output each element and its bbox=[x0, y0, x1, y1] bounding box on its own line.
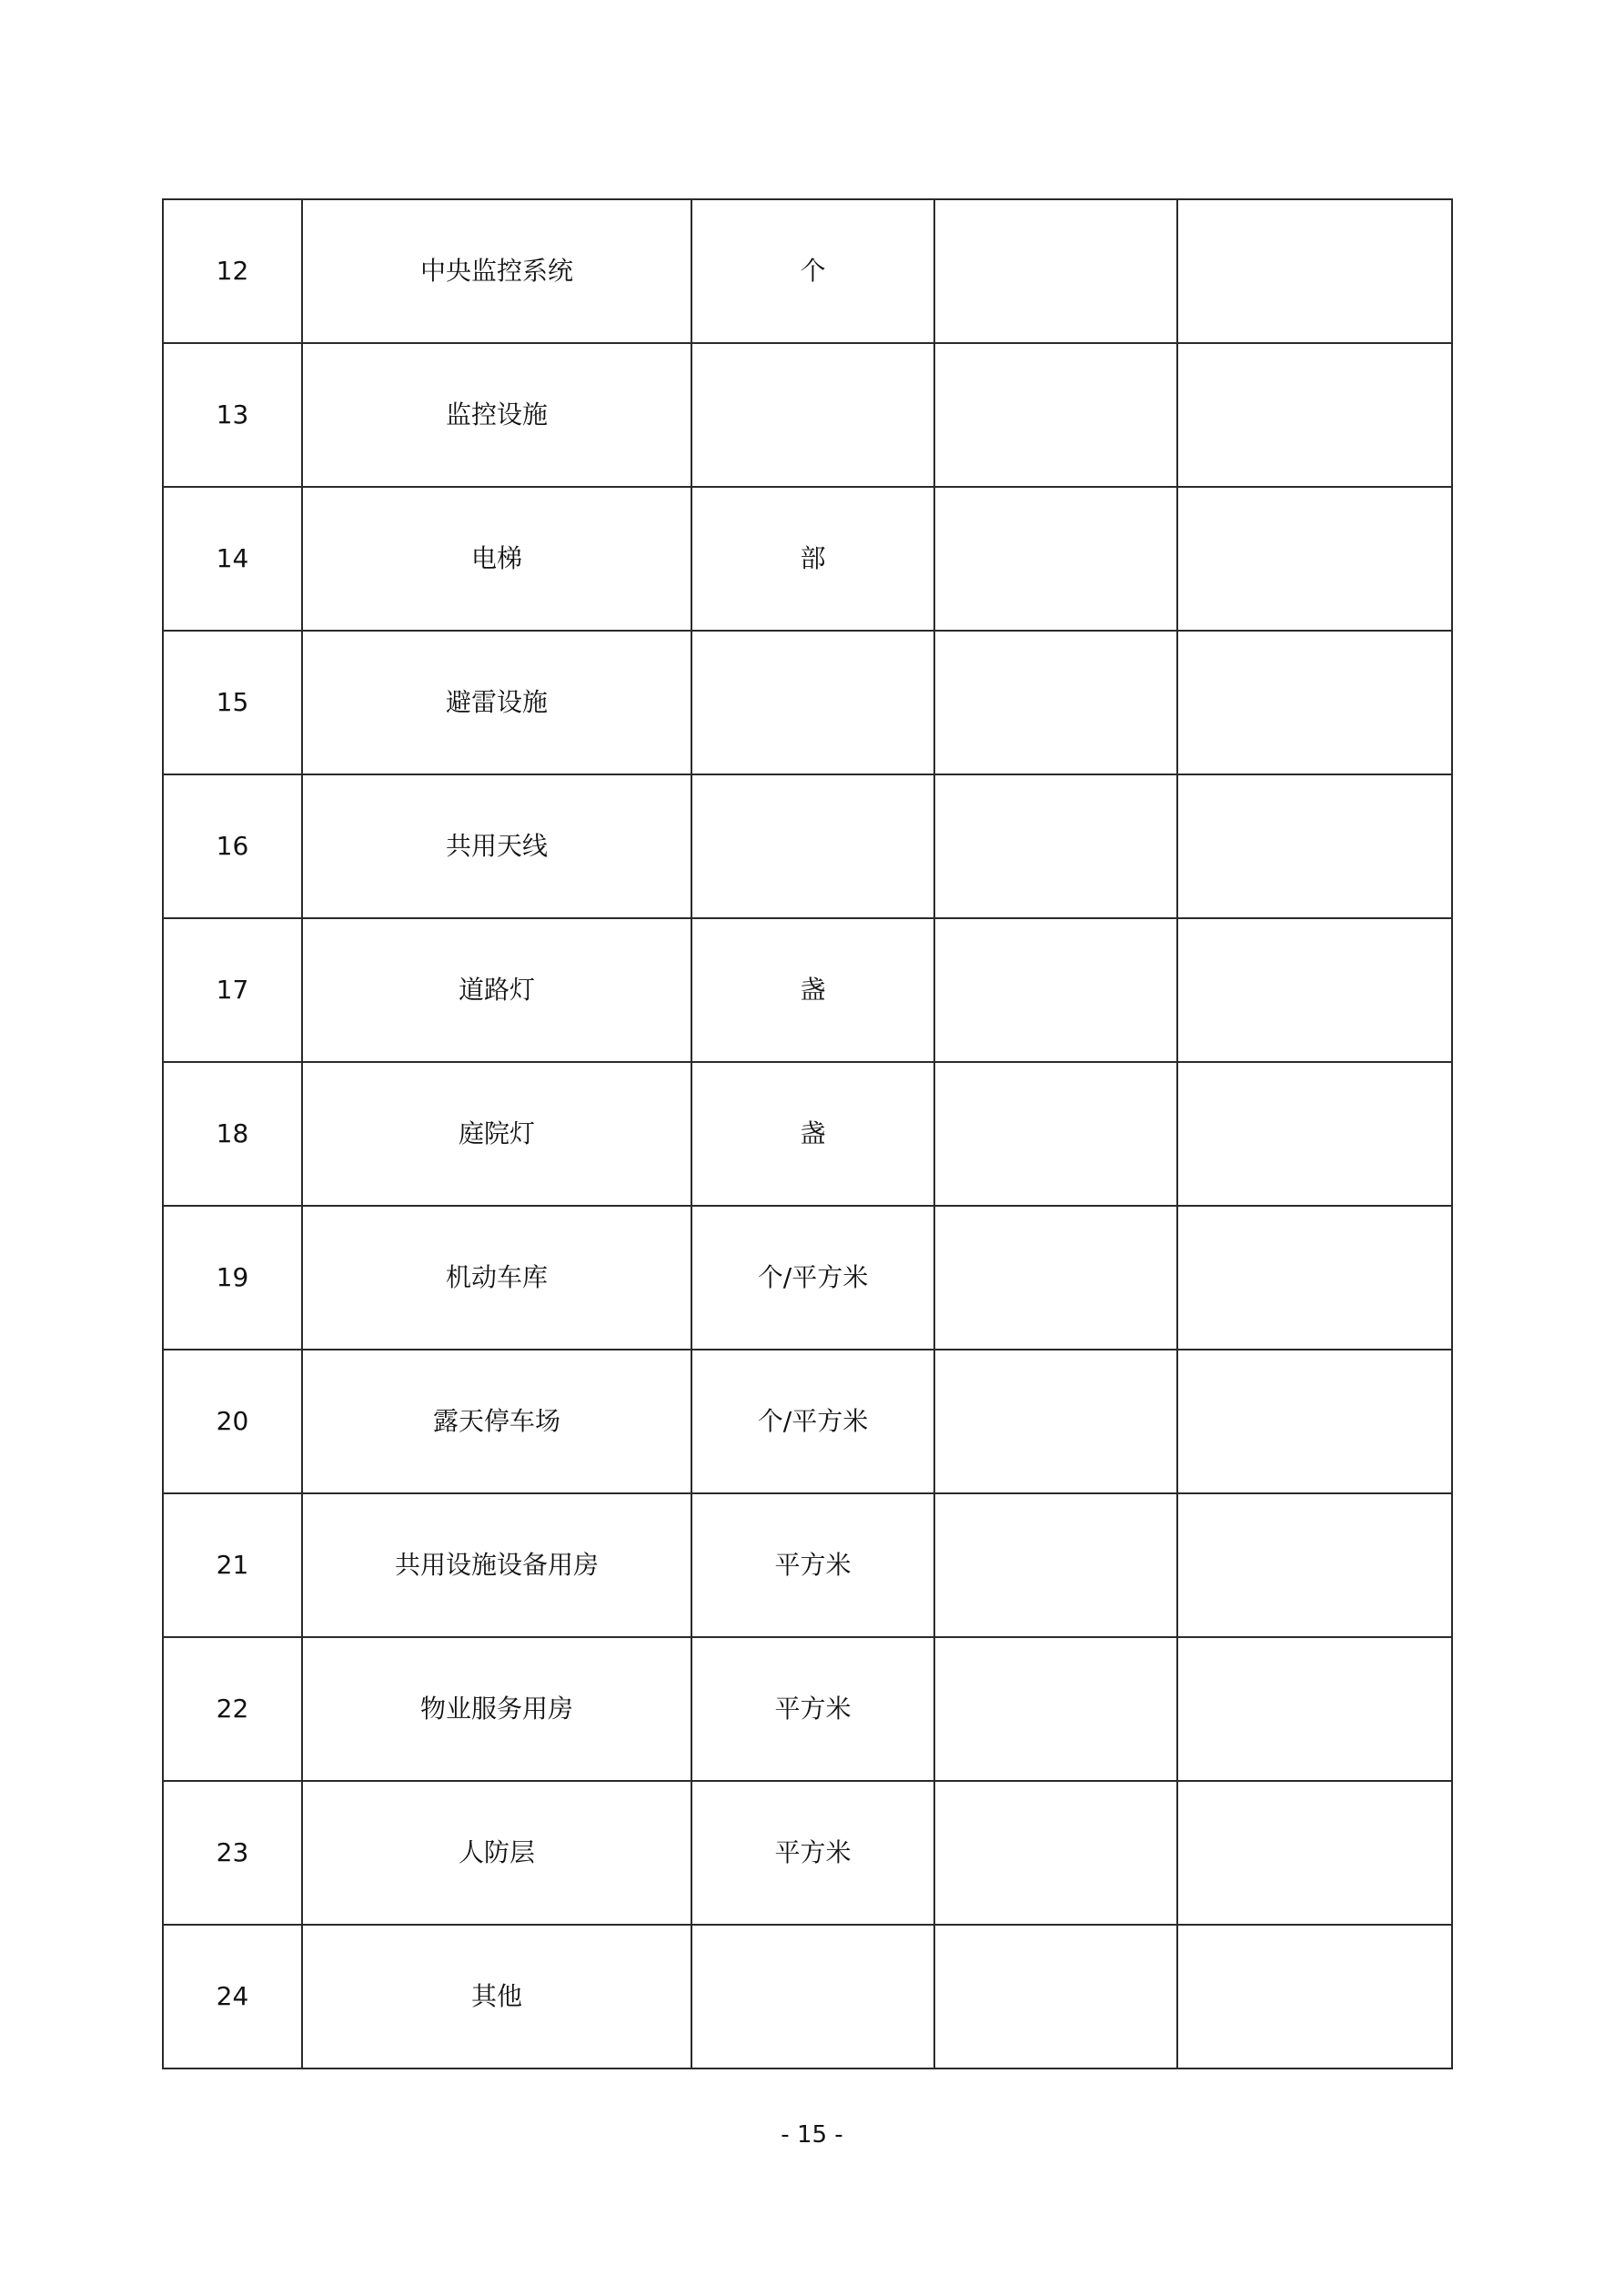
row-number-cell: 16 bbox=[163, 774, 302, 918]
unit-cell: 盏 bbox=[691, 1062, 934, 1206]
empty-cell bbox=[1177, 1781, 1452, 1925]
item-name-cell: 庭院灯 bbox=[302, 1062, 691, 1206]
facilities-table bbox=[162, 198, 1453, 2069]
item-name-cell: 机动车库 bbox=[302, 1206, 691, 1350]
row-number-cell: 17 bbox=[163, 918, 302, 1062]
empty-cell bbox=[934, 1062, 1177, 1206]
empty-cell bbox=[934, 487, 1177, 631]
unit-cell bbox=[691, 1925, 934, 2068]
empty-cell bbox=[1177, 918, 1452, 1062]
row-number-cell: 14 bbox=[163, 487, 302, 631]
table-row bbox=[163, 1206, 1452, 1350]
empty-cell bbox=[1177, 1350, 1452, 1493]
table-row bbox=[163, 1493, 1452, 1637]
table-row bbox=[163, 1637, 1452, 1781]
row-number-cell: 15 bbox=[163, 631, 302, 774]
empty-cell bbox=[1177, 1206, 1452, 1350]
empty-cell bbox=[1177, 1062, 1452, 1206]
table-row bbox=[163, 918, 1452, 1062]
item-name-cell: 中央监控系统 bbox=[302, 199, 691, 343]
row-number-cell: 19 bbox=[163, 1206, 302, 1350]
empty-cell bbox=[1177, 199, 1452, 343]
item-name-cell: 共用设施设备用房 bbox=[302, 1493, 691, 1637]
unit-cell: 盏 bbox=[691, 918, 934, 1062]
table-row bbox=[163, 487, 1452, 631]
empty-cell bbox=[1177, 1493, 1452, 1637]
empty-cell bbox=[1177, 1637, 1452, 1781]
empty-cell bbox=[934, 774, 1177, 918]
empty-cell bbox=[934, 343, 1177, 487]
empty-cell bbox=[934, 1781, 1177, 1925]
empty-cell bbox=[1177, 631, 1452, 774]
row-number-cell: 22 bbox=[163, 1637, 302, 1781]
empty-cell bbox=[1177, 487, 1452, 631]
table-row bbox=[163, 631, 1452, 774]
empty-cell bbox=[934, 1925, 1177, 2068]
table-row bbox=[163, 1062, 1452, 1206]
empty-cell bbox=[934, 1350, 1177, 1493]
unit-cell: 个/平方米 bbox=[691, 1350, 934, 1493]
row-number-cell: 18 bbox=[163, 1062, 302, 1206]
item-name-cell: 监控设施 bbox=[302, 343, 691, 487]
unit-cell: 平方米 bbox=[691, 1493, 934, 1637]
item-name-cell: 人防层 bbox=[302, 1781, 691, 1925]
row-number-cell: 12 bbox=[163, 199, 302, 343]
empty-cell bbox=[1177, 1925, 1452, 2068]
row-number-cell: 23 bbox=[163, 1781, 302, 1925]
row-number-cell: 24 bbox=[163, 1925, 302, 2068]
unit-cell bbox=[691, 774, 934, 918]
unit-cell: 个/平方米 bbox=[691, 1206, 934, 1350]
item-name-cell: 物业服务用房 bbox=[302, 1637, 691, 1781]
empty-cell bbox=[934, 1493, 1177, 1637]
unit-cell bbox=[691, 343, 934, 487]
table-row bbox=[163, 774, 1452, 918]
item-name-cell: 道路灯 bbox=[302, 918, 691, 1062]
empty-cell bbox=[1177, 774, 1452, 918]
item-name-cell: 电梯 bbox=[302, 487, 691, 631]
unit-cell: 部 bbox=[691, 487, 934, 631]
page-number: - 15 - bbox=[781, 2121, 843, 2149]
row-number-cell: 21 bbox=[163, 1493, 302, 1637]
unit-cell: 平方米 bbox=[691, 1637, 934, 1781]
empty-cell bbox=[934, 918, 1177, 1062]
item-name-cell: 避雷设施 bbox=[302, 631, 691, 774]
empty-cell bbox=[934, 199, 1177, 343]
table-row bbox=[163, 199, 1452, 343]
table-row bbox=[163, 343, 1452, 487]
item-name-cell: 其他 bbox=[302, 1925, 691, 2068]
empty-cell bbox=[934, 1206, 1177, 1350]
table-row bbox=[163, 1350, 1452, 1493]
item-name-cell: 共用天线 bbox=[302, 774, 691, 918]
row-number-cell: 13 bbox=[163, 343, 302, 487]
unit-cell bbox=[691, 631, 934, 774]
empty-cell bbox=[1177, 343, 1452, 487]
table-row bbox=[163, 1925, 1452, 2068]
table-row bbox=[163, 1781, 1452, 1925]
empty-cell bbox=[934, 1637, 1177, 1781]
unit-cell: 平方米 bbox=[691, 1781, 934, 1925]
row-number-cell: 20 bbox=[163, 1350, 302, 1493]
item-name-cell: 露天停车场 bbox=[302, 1350, 691, 1493]
empty-cell bbox=[934, 631, 1177, 774]
unit-cell: 个 bbox=[691, 199, 934, 343]
